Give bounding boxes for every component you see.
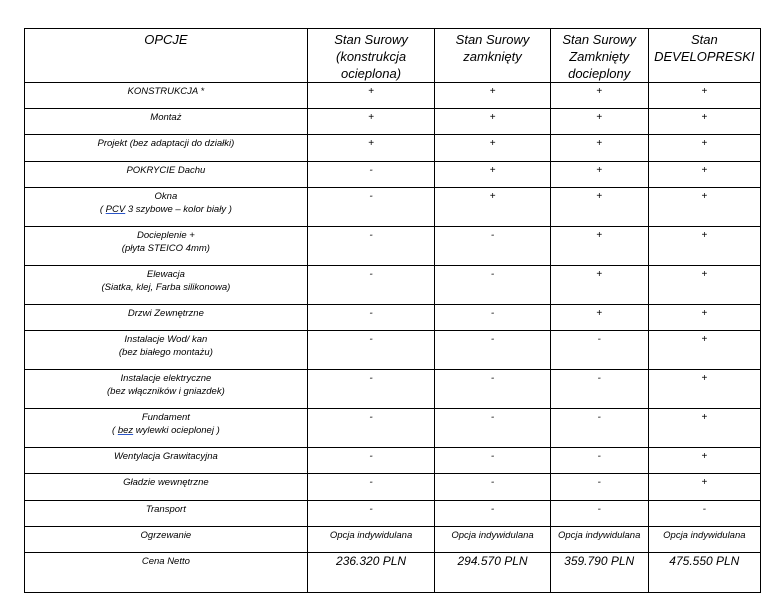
option-name-cell (25, 448, 308, 474)
option-name: Montaż (150, 112, 182, 123)
option-name: Instalacje elektryczne (120, 373, 212, 384)
option-value-cell (307, 448, 435, 474)
option-value: + (489, 191, 496, 202)
option-value-cell (648, 501, 760, 527)
table-row (25, 227, 761, 266)
option-value: + (701, 165, 708, 176)
option-value-cell (648, 188, 760, 227)
option-name: (bez włączników i gniazdek) (107, 386, 225, 397)
table-body (25, 83, 761, 593)
option-value: - (702, 504, 706, 515)
option-value-cell (307, 109, 435, 135)
price-label: Cena Netto (25, 553, 308, 593)
option-value: - (490, 412, 495, 423)
header-cell (307, 29, 435, 83)
option-value-cell (550, 305, 648, 331)
option-value-cell (307, 227, 435, 266)
option-value: + (701, 451, 708, 462)
option-name: (Siatka, klej, Farba silikonowa) (101, 282, 231, 293)
option-value: - (597, 373, 601, 384)
header-text: Zamknięty (569, 49, 630, 64)
option-value-cell (307, 409, 435, 448)
option-value: + (701, 308, 708, 319)
option-value: + (489, 112, 496, 123)
option-value-cell (307, 162, 435, 188)
option-value-cell (307, 474, 435, 501)
option-value-cell (435, 109, 550, 135)
table-row (25, 83, 761, 109)
option-name: ( PCV 3 szybowe – kolor biały ) (99, 204, 232, 215)
option-value: + (596, 269, 603, 280)
option-value-cell (550, 109, 648, 135)
option-value: + (596, 308, 603, 319)
table-row (25, 135, 761, 162)
option-value: Opcja indywidulana (557, 530, 641, 541)
option-value: + (596, 112, 603, 123)
option-value: + (701, 373, 708, 384)
option-value-cell (550, 501, 648, 527)
option-value-cell (648, 370, 760, 409)
option-value-cell (435, 162, 550, 188)
option-value-cell (648, 409, 760, 448)
option-value: + (596, 86, 603, 97)
option-value: - (490, 334, 495, 345)
option-value-cell (550, 370, 648, 409)
option-value: + (489, 86, 496, 97)
option-value-cell (307, 331, 435, 370)
table-row (25, 162, 761, 188)
header-text: ocieplona) (341, 66, 402, 81)
option-name-cell (25, 474, 308, 501)
option-name: Transport (145, 504, 186, 515)
option-name-cell (25, 188, 308, 227)
option-value: - (369, 504, 373, 515)
option-name-cell (25, 370, 308, 409)
option-value: + (596, 138, 603, 149)
option-value-cell (307, 370, 435, 409)
option-value-cell (435, 135, 550, 162)
option-value: - (369, 191, 373, 202)
option-value: + (596, 230, 603, 241)
option-value: - (369, 230, 373, 241)
option-value: - (490, 308, 495, 319)
option-value-cell (648, 135, 760, 162)
option-value-cell (435, 266, 550, 305)
option-value-cell (307, 188, 435, 227)
option-value-cell (435, 409, 550, 448)
option-value-cell (648, 109, 760, 135)
header-text: Stan (690, 32, 718, 47)
option-name-cell (25, 135, 308, 162)
option-value-cell (648, 305, 760, 331)
table-row (25, 474, 761, 501)
option-value: Opcja indywidulana (451, 530, 534, 541)
option-value: - (369, 477, 373, 488)
option-name-cell (25, 162, 308, 188)
option-value: + (701, 477, 708, 488)
option-value: + (701, 138, 708, 149)
header-text: Stan Surowy (334, 32, 408, 47)
option-value-cell (550, 474, 648, 501)
option-value: + (701, 334, 708, 345)
option-value-cell (648, 448, 760, 474)
option-value: Opcja indywidulana (663, 530, 746, 541)
header-cell (648, 29, 760, 83)
table-row (25, 409, 761, 448)
option-value-cell (307, 501, 435, 527)
price-value: 236.320 PLN (307, 553, 435, 593)
table-row (25, 527, 761, 553)
option-value: Opcja indywidulana (329, 530, 413, 541)
header-text: OPCJE (144, 32, 188, 47)
option-name-cell (25, 305, 308, 331)
table-row (25, 370, 761, 409)
option-name-cell (25, 83, 308, 109)
option-name: Ogrzewanie (140, 530, 192, 541)
option-value: - (597, 451, 601, 462)
option-value-cell (307, 83, 435, 109)
option-value: - (490, 373, 495, 384)
table-row (25, 501, 761, 527)
option-value-cell (550, 162, 648, 188)
option-value: - (490, 451, 495, 462)
option-value-cell (550, 527, 648, 553)
option-value-cell (648, 527, 760, 553)
option-name-cell (25, 266, 308, 305)
option-name: Projekt (bez adaptacji do działki) (97, 138, 235, 149)
option-name: (bez białego montażu) (118, 347, 213, 358)
header-cell (550, 29, 648, 83)
option-name-cell (25, 227, 308, 266)
option-name: Fundament (141, 412, 190, 423)
option-value-cell (307, 527, 435, 553)
option-value-cell (435, 370, 550, 409)
price-value: 359.790 PLN (550, 553, 648, 593)
header-cell (435, 29, 550, 83)
option-value-cell (648, 266, 760, 305)
option-value-cell (648, 227, 760, 266)
option-value-cell (435, 188, 550, 227)
header-text: docieplony (568, 66, 631, 81)
header-row (25, 29, 761, 83)
option-value: + (701, 86, 708, 97)
table-row (25, 109, 761, 135)
option-name: Okna (154, 191, 178, 202)
option-value-cell (550, 83, 648, 109)
option-value: - (597, 334, 601, 345)
option-name: KONSTRUKCJA * (127, 86, 205, 97)
option-name: Wentylacja Grawitacyjna (113, 451, 218, 462)
option-value-cell (550, 409, 648, 448)
option-value-cell (435, 501, 550, 527)
option-value: - (369, 308, 373, 319)
option-value: + (701, 191, 708, 202)
table-row (25, 305, 761, 331)
option-value: - (369, 269, 373, 280)
option-value: - (597, 412, 601, 423)
option-value: - (369, 451, 373, 462)
option-value-cell (648, 83, 760, 109)
header-cell (25, 29, 308, 83)
option-value-cell (550, 188, 648, 227)
header-text: (konstrukcja (336, 49, 407, 64)
option-value-cell (435, 527, 550, 553)
option-name: POKRYCIE Dachu (126, 165, 206, 176)
header-text: Stan Surowy (562, 32, 637, 47)
option-value: - (369, 165, 373, 176)
option-name: ( bez wylewki ocieplonej ) (112, 425, 220, 436)
option-value: - (490, 504, 495, 515)
option-value: + (596, 191, 603, 202)
option-name-cell (25, 331, 308, 370)
option-value: - (369, 412, 373, 423)
option-value: + (596, 165, 603, 176)
option-value: - (490, 477, 495, 488)
option-value-cell (307, 305, 435, 331)
option-value: + (701, 269, 708, 280)
option-value: + (368, 138, 374, 149)
option-name: Docieplenie + (136, 230, 195, 241)
option-value-cell (648, 474, 760, 501)
header-text: zamknięty (463, 49, 522, 64)
option-name: (płyta STEICO 4mm) (121, 243, 210, 254)
header-text: Stan Surowy (455, 32, 530, 47)
option-value-cell (435, 448, 550, 474)
option-value-cell (435, 305, 550, 331)
option-value: + (368, 86, 374, 97)
option-value-cell (648, 162, 760, 188)
header-text: DEVELOPRESKI (654, 49, 755, 64)
option-value: - (597, 477, 601, 488)
option-value-cell (550, 266, 648, 305)
table-row (25, 266, 761, 305)
option-value: - (369, 334, 373, 345)
option-value: - (490, 230, 495, 241)
price-value: 294.570 PLN (435, 553, 550, 593)
option-value: + (489, 165, 496, 176)
option-value: + (368, 112, 374, 123)
option-value-cell (550, 227, 648, 266)
option-value-cell (435, 331, 550, 370)
option-value: - (597, 504, 601, 515)
option-value: - (369, 373, 373, 384)
option-value: + (701, 112, 708, 123)
option-value-cell (550, 135, 648, 162)
option-value: + (701, 230, 708, 241)
table-row (25, 188, 761, 227)
table-row (25, 448, 761, 474)
option-name-cell (25, 109, 308, 135)
option-value-cell (648, 331, 760, 370)
table-row (25, 331, 761, 370)
price-row (25, 553, 761, 593)
option-value-cell (307, 266, 435, 305)
option-name: Instalacje Wod/ kan (124, 334, 208, 345)
option-value: + (489, 138, 496, 149)
price-value: 475.550 PLN (648, 553, 760, 593)
option-value-cell (435, 474, 550, 501)
option-name: Gładzie wewnętrzne (123, 477, 209, 488)
option-name: Drzwi Zewnętrzne (127, 308, 204, 319)
option-value-cell (435, 83, 550, 109)
option-value-cell (550, 331, 648, 370)
options-table (24, 28, 761, 593)
option-name-cell (25, 409, 308, 448)
option-value-cell (435, 227, 550, 266)
option-name-cell (25, 501, 308, 527)
option-value: + (701, 412, 708, 423)
option-value-cell (550, 448, 648, 474)
option-name-cell (25, 527, 308, 553)
option-value: - (490, 269, 495, 280)
option-name: Elewacja (146, 269, 185, 280)
option-value-cell (307, 135, 435, 162)
